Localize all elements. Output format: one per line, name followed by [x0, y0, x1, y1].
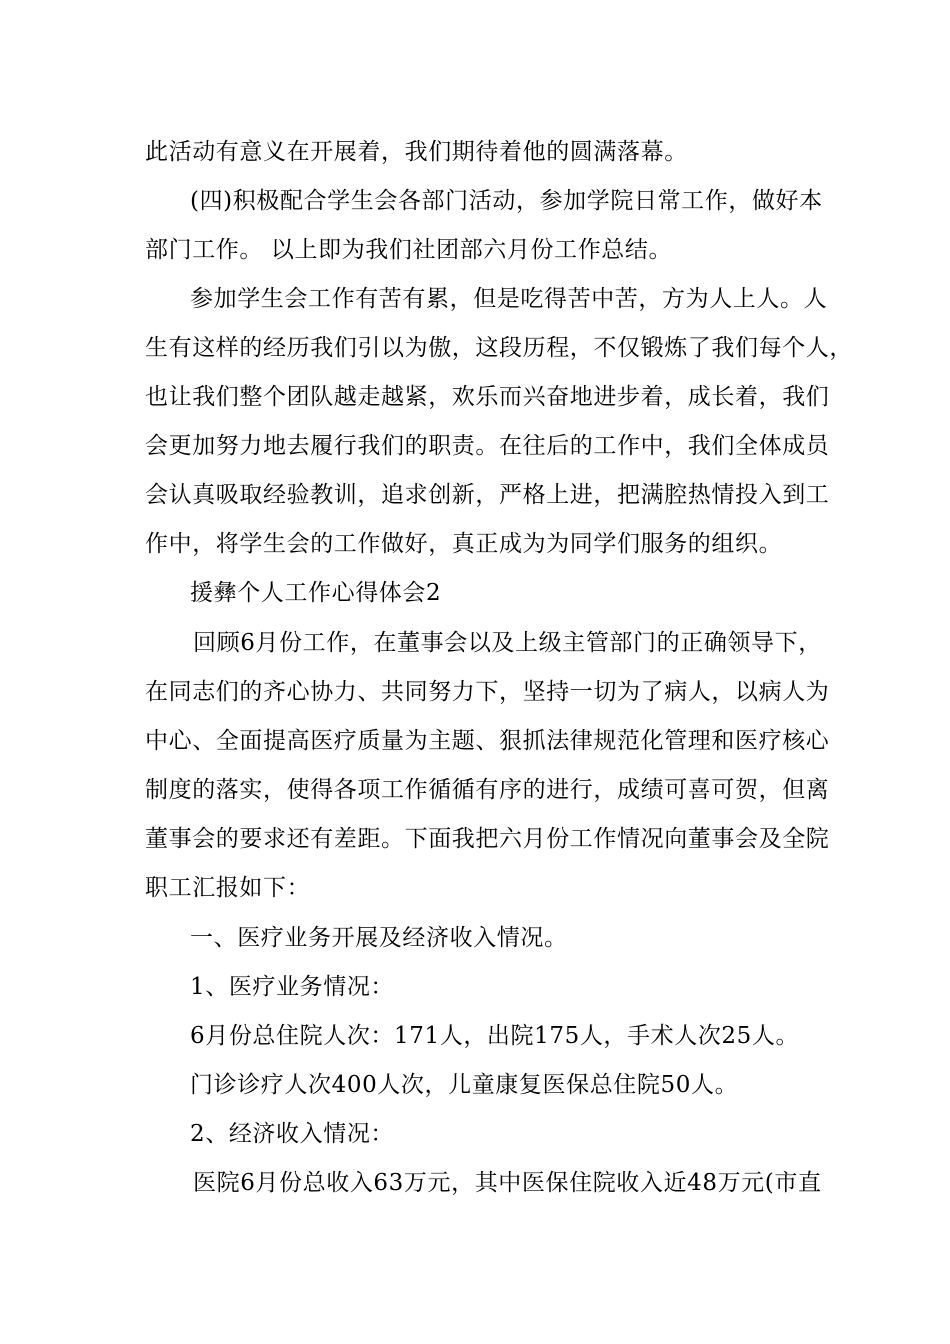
text-line: 职工汇报如下： — [145, 875, 311, 901]
text-line: 会更加努力地去履行我们的职责。在往后的工作中，我们全体成员 — [145, 433, 830, 459]
text-line: 1、医疗业务情况： — [190, 974, 395, 1000]
text-line: 医院6月份总收入63万元，其中医保住院收入近48万元(市直 — [193, 1170, 822, 1196]
text-line: 门诊诊疗人次400人次，儿童康复医保总住院50人。 — [190, 1072, 739, 1098]
section-heading: 援彝个人工作心得体会2 — [190, 580, 442, 606]
text-line: (四)积极配合学生会各部门活动，参加学院日常工作，做好本 — [190, 188, 823, 214]
text-line: 6月份总住院人次：171人，出院175人，手术人次25人。 — [190, 1023, 800, 1049]
text-line: 回顾6月份工作，在董事会以及上级主管部门的正确领导下， — [193, 630, 822, 656]
text-line: 参加学生会工作有苦有累，但是吃得苦中苦，方为人上人。人 — [190, 286, 828, 312]
text-line: 生有这样的经历我们引以为傲，这段历程，不仅锻炼了我们每个人， — [145, 335, 853, 361]
text-line: 部门工作。 以上即为我们社团部六月份工作总结。 — [145, 237, 673, 263]
text-line: 制度的落实，使得各项工作循循有序的进行，成绩可喜可贺，但离 — [145, 777, 830, 803]
text-line: 一、医疗业务开展及经济收入情况。 — [190, 925, 568, 951]
text-line: 在同志们的齐心协力、共同努力下，坚持一切为了病人，以病人为 — [145, 679, 830, 705]
text-line: 董事会的要求还有差距。下面我把六月份工作情况向董事会及全院 — [145, 826, 830, 852]
text-line: 会认真吸取经验教训，追求创新，严格上进，把满腔热情投入到工 — [145, 482, 830, 508]
text-line: 此活动有意义在开展着，我们期待着他的圆满落幕。 — [145, 139, 688, 165]
text-line: 中心、全面提高医疗质量为主题、狠抓法律规范化管理和医疗核心 — [145, 728, 830, 754]
text-line: 也让我们整个团队越走越紧，欢乐而兴奋地进步着，成长着，我们 — [145, 384, 830, 410]
text-line: 2、经济收入情况： — [190, 1121, 395, 1147]
text-line: 作中，将学生会的工作做好，真正成为为同学们服务的组织。 — [145, 531, 783, 557]
